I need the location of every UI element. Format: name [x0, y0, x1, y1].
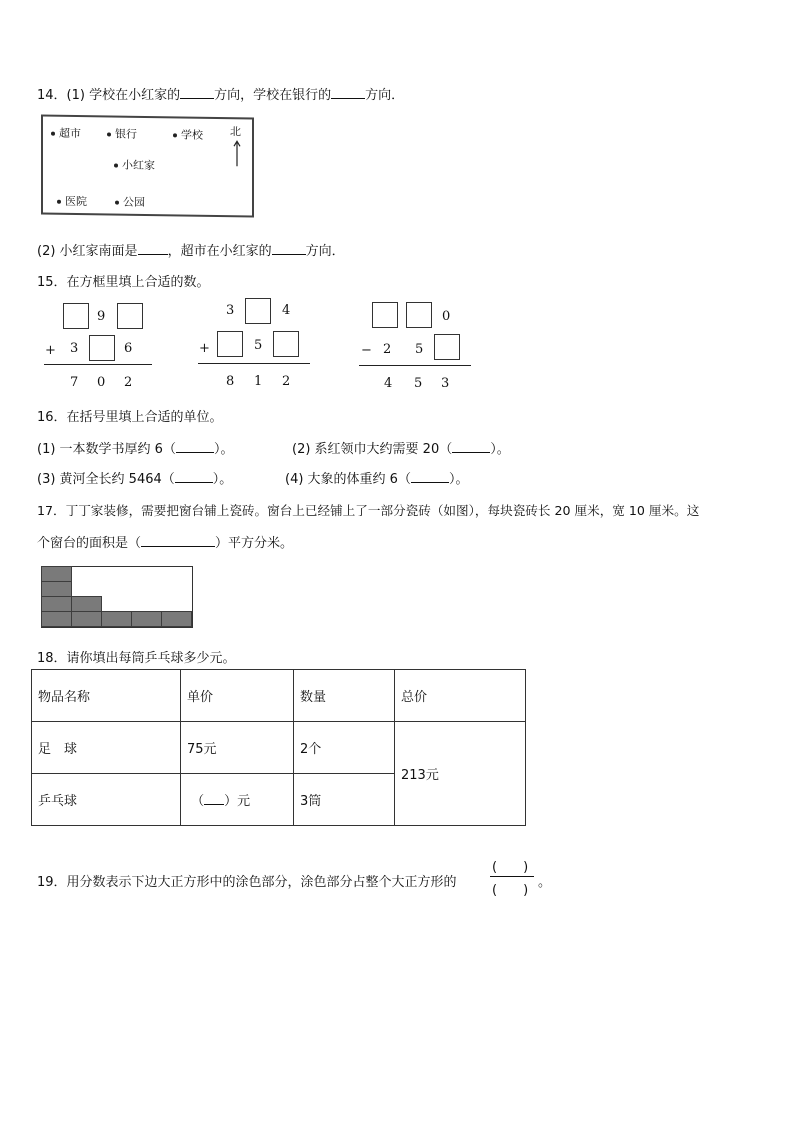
answer-blank[interactable] — [141, 534, 215, 547]
numerator: ( ) — [492, 860, 529, 875]
q16-title: 16．在括号里填上合适的单位。 — [37, 410, 223, 425]
tile — [41, 581, 72, 597]
digit: 4 — [282, 303, 291, 318]
tile — [131, 611, 162, 627]
answer-blank[interactable] — [452, 440, 490, 453]
digit: 8 — [226, 374, 235, 389]
difference-line — [359, 365, 471, 366]
poi-hospital: 医院 — [57, 193, 87, 209]
poi-supermarket: 超市 — [51, 125, 81, 141]
operator: + — [199, 341, 210, 356]
digit-box[interactable] — [406, 302, 432, 328]
header-cell: 单价 — [181, 670, 294, 722]
unit-price: 75元 — [181, 722, 294, 774]
denominator: ( ) — [492, 883, 529, 898]
answer-blank[interactable] — [180, 86, 214, 99]
digit: 5 — [415, 342, 424, 357]
location-dot-icon — [57, 200, 61, 204]
location-dot-icon — [115, 201, 119, 205]
sum-line — [198, 363, 310, 364]
operator: + — [45, 343, 56, 358]
direction-map — [41, 115, 254, 218]
header-cell: 数量 — [294, 670, 395, 722]
digit: 0 — [97, 375, 106, 390]
operator: − — [361, 343, 372, 358]
digit-box[interactable] — [217, 331, 243, 357]
digit: 3 — [441, 376, 450, 391]
q16-item-2: (2) 系红领巾大约需要 20（ ）。 — [292, 442, 510, 457]
digit: 5 — [254, 338, 263, 353]
location-dot-icon — [173, 133, 177, 137]
windowsill-figure — [41, 566, 193, 628]
answer-blank[interactable] — [176, 440, 214, 453]
tile — [71, 611, 102, 627]
total-price: 213元 — [395, 722, 526, 826]
item-name: 足 球 — [32, 722, 181, 774]
digit-box[interactable] — [273, 331, 299, 357]
digit: 2 — [383, 342, 392, 357]
price-table — [31, 669, 526, 826]
poi-bank: 银行 — [107, 125, 137, 141]
digit: 9 — [97, 309, 106, 324]
poi-home: 小红家 — [114, 157, 155, 174]
digit: 5 — [414, 376, 423, 391]
q14-part2: (2) 小红家南面是 ，超市在小红家的 方向． — [37, 244, 345, 259]
table-row — [32, 722, 526, 774]
quantity: 3筒 — [294, 774, 395, 826]
q17-line1: 17．丁丁家装修，需要把窗台铺上瓷砖。窗台上已经铺上了一部分瓷砖（如图），每块瓷砖长 20 厘米，宽 10 厘米。这 — [37, 503, 700, 518]
answer-blank[interactable] — [175, 470, 213, 483]
q17-line2: 个窗台的面积是（ ）平方分米。 — [37, 536, 294, 551]
location-dot-icon — [114, 164, 118, 168]
header-cell: 总价 — [395, 670, 526, 722]
digit-box[interactable] — [434, 334, 460, 360]
tile — [41, 611, 72, 627]
digit-box[interactable] — [89, 335, 115, 361]
table-header-row — [32, 670, 526, 722]
sum-line — [44, 364, 152, 365]
digit: 3 — [226, 303, 235, 318]
digit-box[interactable] — [372, 302, 398, 328]
tile — [101, 611, 132, 627]
digit: 6 — [124, 341, 133, 356]
q16-item-1: (1) 一本数学书厚约 6（ ）。 — [37, 442, 234, 457]
answer-blank[interactable] — [138, 242, 168, 255]
q14-part1: 14．(1) 学校在小红家的 方向，学校在银行的 方向． — [37, 88, 405, 103]
poi-school: 学校 — [173, 126, 203, 142]
north-label: 北 — [230, 125, 241, 139]
q15-title: 15．在方框里填上合适的数。 — [37, 275, 210, 290]
digit: 2 — [124, 375, 133, 390]
q16-item-4: (4) 大象的体重约 6（ ）。 — [285, 472, 469, 487]
answer-blank[interactable] — [331, 86, 365, 99]
answer-fraction[interactable] — [488, 856, 536, 898]
quantity: 2个 — [294, 722, 395, 774]
digit: 0 — [442, 309, 451, 324]
location-dot-icon — [107, 132, 111, 136]
q16-item-3: (3) 黄河全长约 5464（ ）。 — [37, 472, 233, 487]
q19-end: 。 — [538, 875, 552, 890]
tile — [41, 566, 72, 582]
answer-blank[interactable] — [411, 470, 449, 483]
north-arrow-icon — [231, 139, 243, 167]
q19-text: 19．用分数表示下边大正方形中的涂色部分，涂色部分占整个大正方形的 — [37, 875, 457, 890]
tile — [71, 596, 102, 612]
answer-blank[interactable] — [272, 242, 306, 255]
digit: 4 — [384, 376, 393, 391]
digit-box[interactable] — [245, 298, 271, 324]
unit-price-blank: （ ）元 — [181, 774, 294, 826]
fraction-bar — [490, 876, 534, 877]
answer-blank[interactable] — [204, 792, 224, 805]
q18-title: 18．请你填出每筒乒乓球多少元。 — [37, 651, 236, 666]
digit: 7 — [70, 375, 79, 390]
item-name: 乒乓球 — [32, 774, 181, 826]
tile — [41, 596, 72, 612]
digit-box[interactable] — [63, 303, 89, 329]
header-cell: 物品名称 — [32, 670, 181, 722]
location-dot-icon — [51, 132, 55, 136]
poi-park: 公园 — [115, 194, 145, 210]
digit-box[interactable] — [117, 303, 143, 329]
digit: 3 — [70, 341, 79, 356]
digit: 2 — [282, 374, 291, 389]
tile — [161, 611, 192, 627]
digit: 1 — [254, 374, 263, 389]
